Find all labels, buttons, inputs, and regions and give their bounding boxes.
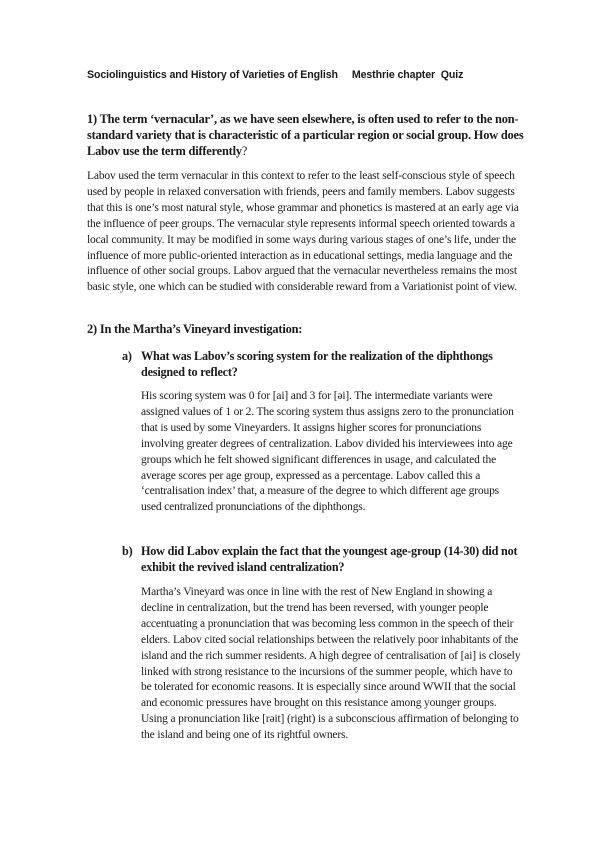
question-2a-marker: a) (122, 349, 132, 363)
question-1-prompt (87, 111, 527, 159)
question-2b-answer: Martha’s Vineyard was once in line with the rest of New England in showing a decline in centralization, but the trend has been reversed, with younger people accentuating a pronunciation that was becoming less common in the speech of their elders. Labov cited social relationships between the relatively poor inhabitants of the island and the rich summer residents. A high degree of centralisation of [ai] is closely linked with strong resistance to the incursions of the summer people, which have to be tolerated for economic reasons. It is especially since around WWII that the social and economic pressures have brought on this resistance among younger groups. Using a pronunciation like [rəit] (right) is a subconscious affirmation of belonging to the island and being one of its rightful owners. (141, 586, 521, 742)
question-2b-marker: b) (122, 544, 133, 558)
question-2a-answer: His scoring system was 0 for [ai] and 3 for [əi]. The intermediate variants were assigned values of 1 or 2. The scoring system thus assigns zero to the pronunciation that is used by some Vineyarders. It assigns higher scores for pronunciations involving greater degrees of centralization. Labov divided his interviewees into age groups which he felt showed significant differences in usage, and calculated the average scores per age group, expressed as a percentage. Labov called this a ‘centralisation index’ that, a measure of the degree to which different age groups used centralized pronunciations of the diphthongs. (141, 390, 514, 514)
quiz-label: Quiz (440, 69, 464, 81)
question-2b-prompt (122, 543, 522, 575)
question-1-prompt-tail: ? (241, 144, 248, 158)
question-2b-prompt-text: How did Labov explain the fact that the youngest age-group (14-30) did not exhibit the revived island centralization? (141, 544, 518, 574)
question-2-heading: 2) In the Martha’s Vineyard investigation: (87, 322, 303, 336)
chapter-label: Mesthrie chapter (351, 69, 436, 81)
question-1-answer: Labov used the term vernacular in this context to refer to the least self-conscious style of speech used by people in relaxed conversation with friends, peers and family members. Labov suggests that this is one’s most natural style, whose grammar and phonetics is mastered at an early age via the influence of peer groups. The vernacular style represents informal speech oriented towards a local community. It may be modified in some ways during various stages of one’s life, under the influence of more public-oriented interaction as in educational settings, media language and the influence of other social groups. Labov argued that the vernacular nevertheless remains the most basic style, one which can be studied with considerable reward from a Variationist point of view. (87, 170, 519, 294)
question-1-prompt-text: 1) The term ‘vernacular’, as we have seen elsewhere, is often used to refer to the non-standard variety that is characteristic of a particular region or social group. How does Labov use the term differently (87, 112, 524, 158)
course-title: Sociolinguistics and History of Varieties of English (87, 69, 338, 81)
question-2a-prompt-text: What was Labov’s scoring system for the realization of the diphthongs designed to reflect? (141, 349, 493, 379)
question-2a-prompt (122, 348, 522, 380)
document-title (87, 69, 527, 81)
